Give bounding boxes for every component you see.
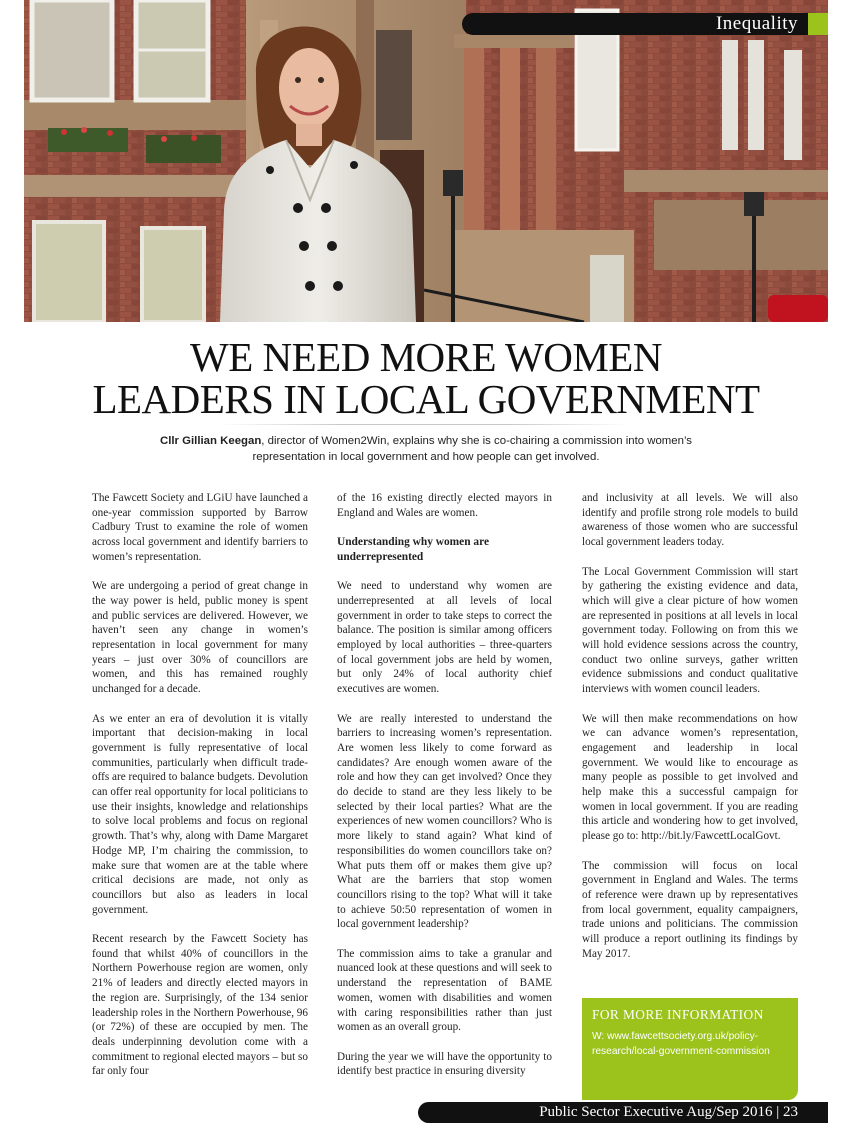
article-column-2 — [337, 491, 552, 1094]
article-headline — [0, 336, 852, 420]
footer-bar — [418, 1102, 828, 1123]
footer-publication-page: Public Sector Executive Aug/Sep 2016 | 23 — [539, 1104, 798, 1120]
headline-line-1: WE NEED MORE WOMEN — [190, 334, 662, 380]
standfirst-author: Cllr Gillian Keegan — [160, 435, 262, 447]
article-column-1 — [92, 491, 308, 1094]
section-tag — [462, 13, 828, 35]
paragraph: We are undergoing a period of great change in the way power is held, public money is spent and public services are delivered. However, we haven’t seen any change in women’s representation in local government for many years – just over 30% of councillors are women, and this has remained roughly unchanged for a decade. — [92, 580, 308, 696]
section-label: Inequality — [715, 13, 798, 34]
paragraph: The Fawcett Society and LGiU have launched a one-year commission supported by Barrow Cadbury Trust to examine the role of women across local government and identify barriers to women’s representation. — [92, 492, 308, 563]
section-tag-accent — [808, 13, 828, 35]
paragraph: The commission aims to take a granular and nuanced look at these questions and will seek to understand the representation of BAME women, women with disabilities and women with caring responsibilities rather than just women as an overall group. — [337, 947, 552, 1034]
paragraph: As we enter an era of devolution it is vitally important that decision-making in local government is fully representative of local communities, particularly when difficult trade-offs are required to balance budgets. Devolution can offer real opportunity for local politicians to use their insights, knowledge and relationships to solve local problems and focus on regional growth. That’s why, along with Dame Margaret Hodge MP, I’m chairing the commission, to make sure that women are at the table where critical decisions are made, not only as councillors but also as leaders in local government. — [92, 712, 308, 916]
paragraph: of the 16 existing directly elected mayors in England and Wales are women. — [337, 492, 552, 519]
paragraph: The Local Government Commission will start by gathering the existing evidence and data, which will give a clear picture of how women are represented in positions at all levels in local government today. Following on from this we will hold evidence sessions across the country, conduct two online surveys, gather written evidence submissions and conduct qualitative interviews with women council leaders. — [582, 565, 798, 696]
standfirst — [150, 433, 702, 465]
subheading: Understanding why women are underrepresented — [337, 536, 489, 563]
paragraph: During the year we will have the opportunity to identify best practice in ensuring diversity — [337, 1050, 552, 1078]
article-column-3 — [582, 491, 798, 976]
paragraph: We are really interested to understand the barriers to increasing women’s representation. Are women less likely to come forward as candidates? Are enough women aware of the role and how they can get involved? Once they do decide to stand are they less likely to be selected by their local parties? What are the experiences of new women councillors? Who is more likely to stand again? What kind of responsibilities do women councillors take on? What puts them off or makes them give up? What are the barriers that stop women councillors rising to the top? What will it take to achieve 50:50 representation of women in local government leadership? — [337, 712, 552, 931]
more-information-box — [582, 998, 798, 1100]
paragraph: Recent research by the Fawcett Society has found that whilst 40% of councillors in the Northern Powerhouse region are women, only 21% of leaders and directly elected mayors in the region are. Surprisingly, of the 134 senior leadership roles in the Northern Powerhouse, 96 (or 72%) of these are occupied by men. The deals underpinning devolution come with a commitment to regional elected mayors – but so far only four — [92, 933, 308, 1078]
headline-line-2: LEADERS IN LOCAL GOVERNMENT — [92, 376, 760, 422]
standfirst-text: , director of Women2Win, explains why she is co-chairing a commission into women’s representation in local government and how people can get involved. — [252, 435, 692, 463]
hero-photo — [24, 0, 828, 322]
paragraph: We need to understand why women are underrepresented at all levels of local government in order to take steps to correct the balance. The position is similar among officers employed by local authorities – three-quarters of local government jobs are held by women, but only 24% of local authority chief executives are women. — [337, 580, 552, 696]
paragraph: and inclusivity at all levels. We will also identify and profile strong role models to build awareness of those women who are successful local government leaders today. — [582, 492, 798, 549]
headline-divider — [220, 424, 632, 425]
more-information-link[interactable]: W: www.fawcettsociety.org.uk/policy-research/local-government-commission — [592, 1031, 770, 1057]
paragraph: The commission will focus on local government in England and Wales. The terms of reference were drawn up by representatives from local government, equality campaigners, trade unions and politicians. The commission will produce a report outlining its findings by May 2017. — [582, 859, 798, 960]
more-information-title: FOR MORE INFORMATION — [592, 1007, 764, 1022]
paragraph: We will then make recommendations on how we can advance women’s representation, engagement and leadership in local government. We would like to encourage as many people as possible to get involved and help make this a successful campaign for women in local government. If you are reading this article and wondering how to get involved, please go to: http://bit.ly/FawcettLocalGovt. — [582, 712, 798, 843]
hero-photo-illustration — [24, 0, 828, 322]
